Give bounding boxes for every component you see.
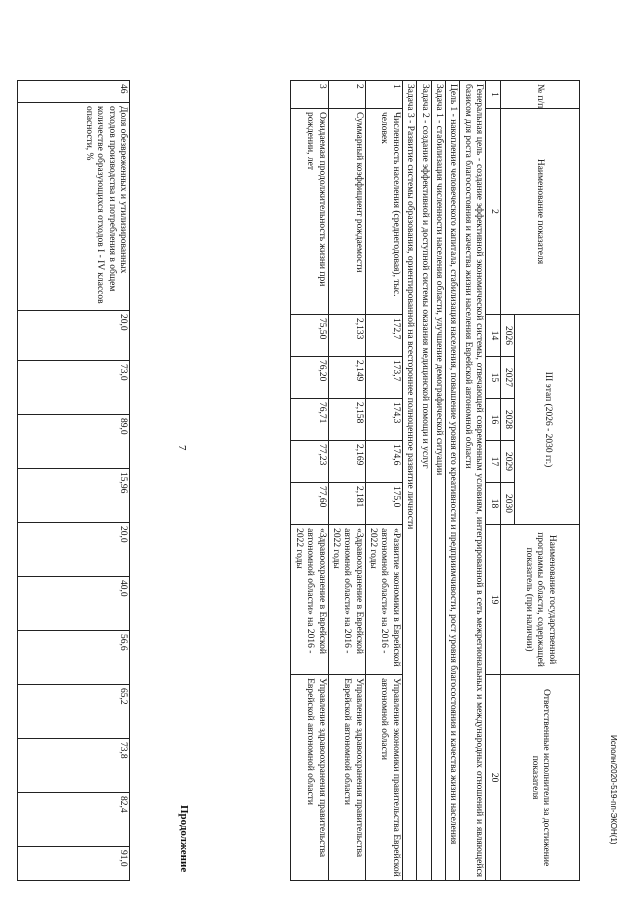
general-goal: Генеральная цель - создание эффективной экономической системы, отвечающей современным условиям, интегрированной в сеть межрегиональных и международных отношений и являющейся базисом для роста благосостояния и качества жизни населения Еврейской автономной области — [460, 81, 486, 881]
table-row — [291, 81, 328, 881]
value-cell: 73,8 — [18, 739, 130, 793]
col-number: 2 — [486, 109, 500, 315]
header-row — [515, 81, 580, 881]
col-number: 14 — [486, 315, 500, 357]
value-cell: 76,20 — [291, 357, 328, 399]
table-row — [18, 81, 130, 881]
table-row — [365, 81, 402, 881]
value-cell: 2,133 — [328, 315, 365, 357]
goal-1: Цель 1 - накопление человеческого капитала, стабилизация населения, повышение уровня его креативности и предприимчивости, рост уровня благосостояния и качества жизни населения — [446, 81, 460, 881]
task-row — [402, 81, 416, 881]
col-number: 19 — [486, 525, 500, 675]
general-goal-row — [460, 81, 486, 881]
value-cell: 56,6 — [18, 631, 130, 685]
task-3: Задача 3 - Развитие системы образования, ориентированной на всестороннее полноценное развитие личности — [402, 81, 416, 881]
value-cell: 174,6 — [365, 441, 402, 483]
header-number: № п/п — [500, 81, 579, 109]
row-number: 46 — [18, 81, 130, 103]
task-1: Задача 1 - стабилизация численности населения области, улучшение демографической ситуации — [431, 81, 445, 881]
year-header: 2027 — [500, 357, 514, 399]
col-number: 20 — [486, 675, 500, 881]
responsible-cell: Управление здравоохранения правительства Еврейской автономной области — [328, 675, 365, 881]
header-stage: III этап (2026 - 2030 гг.) — [515, 315, 580, 525]
row-number: 1 — [365, 81, 402, 109]
task-row — [431, 81, 445, 881]
header-name: Наименование показателя — [500, 109, 579, 315]
value-cell: 89,0 — [18, 415, 130, 469]
footer-document-id: Исполн/2020-519-пп-ЭКОН(1) — [609, 735, 618, 845]
value-cell: 76,71 — [291, 399, 328, 441]
col-number: 1 — [486, 81, 500, 109]
indicator-name: Доля обезвреженных и утилизированных отходов производства и потребления в общем количестве образующихся отходов I - IV классов опасности, % — [18, 103, 130, 311]
main-table — [290, 80, 580, 881]
value-cell: 173,7 — [365, 357, 402, 399]
value-cell: 77,23 — [291, 441, 328, 483]
continuation-label: Продолжение — [178, 805, 190, 873]
value-cell: 91,0 — [18, 847, 130, 881]
header-program: Наименование государственной программы области, содержащей показатель (при наличии) — [500, 525, 579, 675]
year-header: 2026 — [500, 315, 514, 357]
value-cell: 40,0 — [18, 577, 130, 631]
row-number: 3 — [291, 81, 328, 109]
col-number: 16 — [486, 399, 500, 441]
value-cell: 75,50 — [291, 315, 328, 357]
value-cell: 2,158 — [328, 399, 365, 441]
value-cell: 20,0 — [18, 311, 130, 361]
value-cell: 65,2 — [18, 685, 130, 739]
col-number: 15 — [486, 357, 500, 399]
year-header: 2029 — [500, 441, 514, 483]
top-table — [17, 80, 130, 881]
responsible-cell: Управление экономики правительства Еврейской автономной области — [365, 675, 402, 881]
year-header: 2028 — [500, 399, 514, 441]
value-cell: 2,181 — [328, 483, 365, 525]
col-number: 17 — [486, 441, 500, 483]
row-number: 2 — [328, 81, 365, 109]
value-cell: 20,0 — [18, 523, 130, 577]
task-2: Задача 2 - создание эффективной и доступной системы оказания медицинской помощи и услуг — [417, 81, 431, 881]
year-header: 2030 — [500, 483, 514, 525]
value-cell: 73,0 — [18, 361, 130, 415]
col-number: 18 — [486, 483, 500, 525]
table-row — [328, 81, 365, 881]
indicator-name: Ожидаемая продолжительность жизни при рождении, лет — [291, 109, 328, 315]
task-row — [417, 81, 431, 881]
indicator-name: Численность населения (среднегодовая), тыс. человек — [365, 109, 402, 315]
indicator-name: Суммарный коэффициент рождаемости — [328, 109, 365, 315]
value-cell: 2,149 — [328, 357, 365, 399]
value-cell: 172,7 — [365, 315, 402, 357]
column-numbers-row — [486, 81, 500, 881]
program-cell: «Развитие экономики в Еврейской автономной области» на 2016 - 2022 годы — [365, 525, 402, 675]
value-cell: 174,3 — [365, 399, 402, 441]
header-responsible: Ответственные исполнители за достижение показателя — [500, 675, 579, 881]
page-number: 7 — [176, 445, 188, 451]
value-cell: 15,96 — [18, 469, 130, 523]
value-cell: 2,169 — [328, 441, 365, 483]
value-cell: 82,4 — [18, 793, 130, 847]
program-cell: «Здравоохранение в Еврейской автономной области» на 2016 - 2022 годы — [328, 525, 365, 675]
value-cell: 175,0 — [365, 483, 402, 525]
value-cell: 77,60 — [291, 483, 328, 525]
responsible-cell: Управление здравоохранения правительства Еврейской автономной области — [291, 675, 328, 881]
program-cell: «Здравоохранение в Еврейской автономной области» на 2016 - 2022 годы — [291, 525, 328, 675]
goal-row — [446, 81, 460, 881]
